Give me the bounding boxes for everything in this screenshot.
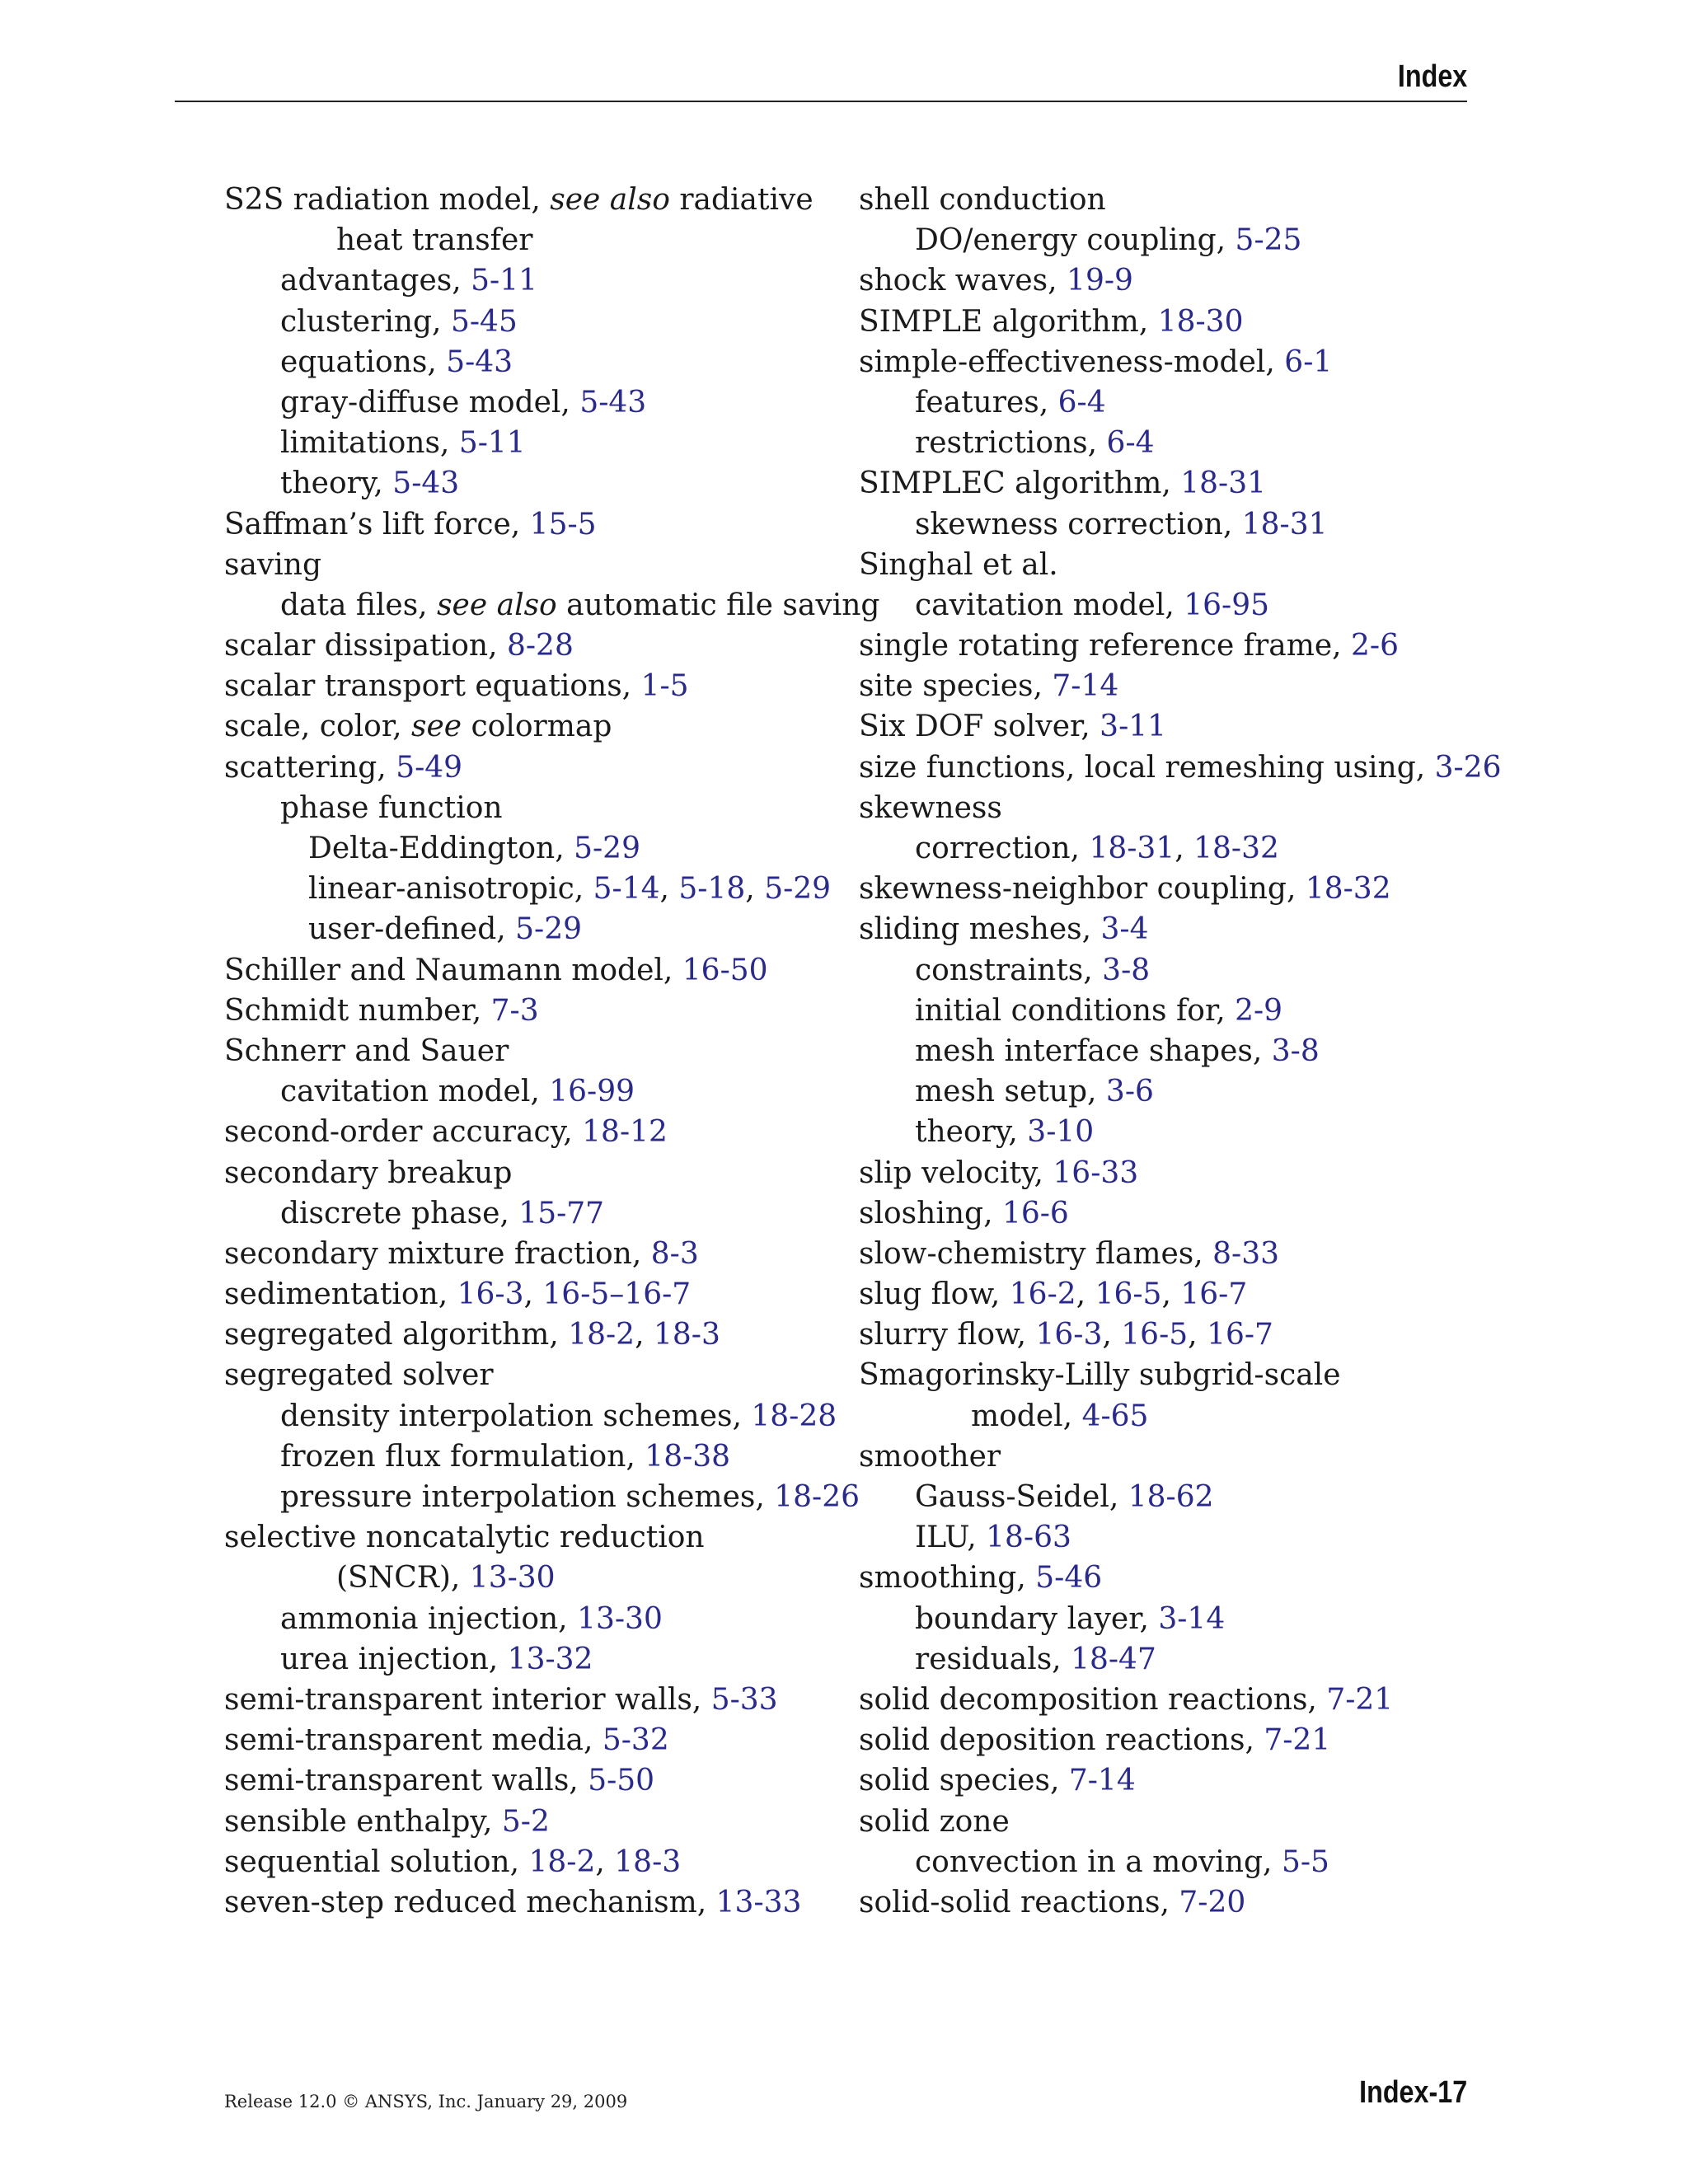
page-reference-link[interactable]: 1-5 [640,669,689,704]
entry-text: SIMPLEC algorithm, [859,466,1181,501]
entry-text: urea injection, [280,1642,508,1676]
index-entry [224,1720,851,1760]
page-reference-link[interactable]: 16-5–16-7 [542,1277,692,1312]
see-also-text: see also [437,588,557,622]
entry-text: theory, [915,1115,1028,1150]
entry-text: solid deposition reactions, [859,1723,1264,1758]
index-subentry [224,302,851,342]
entry-text: frozen flux formulation, [280,1439,645,1474]
index-subentry [224,1396,851,1436]
entry-text: Gauss-Seidel, [915,1480,1128,1514]
entry-text: sliding meshes, [859,912,1101,947]
page-reference-link[interactable]: 16-7 [1207,1318,1273,1352]
page-reference-link[interactable]: 5-25 [1235,223,1302,258]
index-entry-continuation [859,1396,1469,1436]
entry-text: correction, [915,832,1090,865]
index-entry [859,260,1469,301]
index-subentry [224,1599,851,1639]
page-reference-link[interactable]: 18-2 [528,1844,596,1879]
page-reference-link[interactable]: 7-14 [1052,669,1119,704]
page-reference-link[interactable]: 7-21 [1326,1682,1394,1717]
entry-text: , [1175,832,1194,865]
page-reference-link[interactable]: 3-4 [1100,912,1149,947]
entry-text: solid-solid reactions, [859,1885,1179,1919]
page-reference-link[interactable]: 16-5 [1095,1277,1162,1312]
page-reference-link[interactable]: 5-43 [392,466,460,501]
index-entry [859,748,1502,788]
index-entry [859,463,1469,504]
entry-text: ammonia injection, [280,1601,578,1636]
page-reference-link[interactable]: 6-4 [1106,426,1155,461]
index-entry [224,1112,851,1152]
index-entry [224,666,851,706]
entry-text: semi-transparent media, [224,1723,603,1758]
index-entry [859,1315,1469,1355]
entry-text: slurry flow, [859,1318,1036,1352]
entry-text: skewness [859,790,1002,825]
page-number: Index-17 [1358,2075,1467,2110]
index-entry [859,1436,1469,1477]
index-entry [224,1031,851,1071]
entry-text: seven-step reduced mechanism, [224,1885,716,1919]
index-entry [224,1517,851,1558]
page-reference-link[interactable]: 16-99 [549,1075,635,1109]
page-reference-link[interactable]: 8-28 [506,629,574,663]
entry-text: (SNCR), [336,1561,470,1596]
entry-text: cavitation model, [280,1075,550,1109]
index-entry [224,1802,851,1842]
entry-text: equations, [280,344,447,379]
index-subentry [224,1477,860,1517]
index-entry [224,1882,851,1923]
index-subentry [224,260,851,301]
page-reference-link[interactable]: 5-33 [710,1682,778,1717]
index-entry [224,504,851,545]
entry-text: discrete phase, [280,1196,519,1230]
index-subentry [224,828,851,869]
index-subentry [859,1599,1469,1639]
index-subentry [224,788,851,828]
index-entry [859,1680,1469,1720]
entry-text: smoothing, [859,1561,1036,1596]
entry-text: semi-transparent walls, [224,1764,588,1798]
entry-text: S2S radiation model, [224,183,551,217]
entry-text: phase function [280,790,503,825]
entry-text: DO/energy coupling, [915,223,1236,258]
entry-text: linear-anisotropic, [308,872,593,907]
index-entry [224,1842,851,1882]
page-reference-link[interactable]: 16-6 [1001,1196,1069,1230]
release-footer: Release 12.0 © ANSYS, Inc. January 29, 2009 [224,2092,628,2111]
entry-text: clustering, [280,304,451,339]
entry-text: Schmidt number, [224,993,491,1028]
entry-text: data files, [280,588,438,622]
page-reference-link[interactable]: 3-8 [1271,1033,1320,1068]
index-subentry [859,220,1469,260]
entry-text: residuals, [915,1642,1071,1676]
page-reference-link[interactable]: 16-50 [682,953,768,987]
page-reference-link[interactable]: 13-30 [577,1601,663,1636]
index-subentry [859,1112,1469,1152]
index-entry [859,1802,1469,1842]
index-subentry [859,504,1469,545]
index-entry [859,302,1469,342]
index-entry [224,1760,851,1801]
index-subentry [224,1193,851,1234]
page-reference-link[interactable]: 5-18 [678,872,746,907]
page-reference-link[interactable]: 4-65 [1081,1399,1149,1433]
entry-text: , [1076,1277,1095,1312]
entry-text: solid zone [859,1804,1010,1839]
entry-text: , [1102,1318,1122,1352]
entry-text: skewness-neighbor coupling, [859,872,1306,907]
index-subentry [859,991,1469,1031]
page-reference-link[interactable]: 5-50 [588,1764,655,1798]
entry-text: features, [915,385,1058,419]
entry-text: secondary breakup [224,1155,513,1190]
index-entry [224,180,851,220]
entry-text: simple-effectiveness-model, [859,344,1285,379]
entry-text: Delta-Eddington, [308,832,574,865]
entry-text: restrictions, [915,426,1107,461]
page-reference-link[interactable]: 2-6 [1351,629,1400,663]
index-entry [224,1315,851,1355]
entry-text: solid species, [859,1764,1069,1798]
page-reference-link[interactable]: 18-63 [986,1521,1071,1555]
entry-text: model, [971,1399,1082,1433]
page-reference-link[interactable]: 19-9 [1067,264,1133,298]
entry-text: Schnerr and Sauer [224,1033,509,1068]
entry-text: theory, [280,466,393,501]
index-subentry [859,1071,1469,1112]
index-entry [224,991,851,1031]
index-entry [859,1153,1469,1193]
index-subentry [859,828,1469,869]
entry-text: Saffman’s lift force, [224,507,530,541]
page-reference-link[interactable]: 5-29 [574,832,640,865]
index-entry [859,1234,1469,1274]
entry-text: , [1161,1277,1181,1312]
index-subentry [224,1639,851,1680]
entry-text: saving [224,547,322,582]
entry-text: Singhal et al. [859,547,1058,582]
entry-text: slug flow, [859,1277,1010,1312]
entry-text: selective noncatalytic reduction [224,1521,705,1555]
index-subentry [859,1639,1469,1680]
page-reference-link[interactable]: 5-29 [764,872,832,907]
entry-text: sedimentation, [224,1277,457,1312]
page-reference-link[interactable]: 7-3 [490,993,539,1028]
page-reference-link[interactable]: 3-10 [1027,1115,1095,1150]
page-reference-link[interactable]: 18-30 [1157,304,1244,339]
page-reference-link[interactable]: 5-29 [515,912,583,947]
entry-text: colormap [462,710,612,744]
entry-text: shell conduction [859,183,1106,217]
page-reference-link[interactable]: 3-6 [1105,1075,1154,1109]
page-reference-link[interactable]: 16-3 [1035,1318,1103,1352]
see-also-text: see also [550,183,670,217]
index-entry [859,666,1469,706]
index-subentry [859,950,1469,991]
index-entry-continuation [224,1558,851,1598]
index-entry [859,1720,1469,1760]
entry-text: initial conditions for, [915,993,1236,1028]
entry-text: radiative [669,183,814,217]
page-reference-link[interactable]: 8-3 [650,1236,699,1271]
see-also-text: see [410,710,462,744]
page-reference-link[interactable]: 16-3 [457,1277,524,1312]
page-reference-link[interactable]: 18-62 [1128,1480,1214,1514]
page-reference-link[interactable]: 5-2 [501,1804,550,1839]
index-entry [224,1153,851,1193]
page-reference-link[interactable]: 18-31 [1089,832,1175,865]
entry-text: semi-transparent interior walls, [224,1682,711,1717]
index-entry [859,869,1469,909]
page-reference-link[interactable]: 7-14 [1068,1764,1136,1798]
entry-text: scale, color, [224,710,411,744]
index-entry [859,1558,1469,1598]
page-reference-link[interactable]: 6-4 [1057,385,1106,419]
index-subentry [224,1436,851,1477]
page-reference-link[interactable]: 18-31 [1241,507,1328,541]
index-subentry [224,463,851,504]
entry-text: heat transfer [336,223,533,258]
page-reference-link[interactable]: 2-9 [1235,993,1283,1028]
page-reference-link[interactable]: 13-32 [507,1642,593,1676]
entry-text: sloshing, [859,1196,1002,1230]
entry-text: slip velocity, [859,1155,1053,1190]
entry-text: density interpolation schemes, [280,1399,752,1433]
index-entry [859,1193,1469,1234]
entry-text: Schiller and Naumann model, [224,953,682,987]
entry-text: scalar dissipation, [224,629,507,663]
entry-text: mesh interface shapes, [915,1033,1272,1068]
page-reference-link[interactable]: 16-2 [1009,1277,1076,1312]
page-reference-link[interactable]: 18-32 [1305,872,1391,907]
index-entry-continuation [224,220,851,260]
entry-text: , [659,872,679,907]
index-entry [859,180,1469,220]
index-subentry [224,909,851,949]
index-column-left [224,180,880,1923]
index-subentry [859,1842,1469,1882]
entry-text: SIMPLE algorithm, [859,304,1158,339]
page-reference-link[interactable]: 18-32 [1193,832,1279,865]
index-entry [859,342,1469,382]
entry-text: pressure interpolation schemes, [280,1480,775,1514]
header-rule [175,101,1467,102]
index-entry [224,1680,851,1720]
page-reference-link[interactable]: 15-5 [529,507,597,541]
entry-text: sensible enthalpy, [224,1804,502,1839]
index-subentry [859,1031,1469,1071]
entry-text: advantages, [280,264,471,298]
page-reference-link[interactable]: 5-45 [450,304,518,339]
page-reference-link[interactable]: 18-12 [582,1115,668,1150]
index-entry [224,748,851,788]
index-subentry [224,342,851,382]
index-entry [859,1274,1469,1315]
entry-text: , [635,1318,654,1352]
index-entry [859,1355,1469,1395]
index-subentry [859,1517,1469,1558]
entry-text: segregated solver [224,1358,494,1393]
page-reference-link[interactable]: 5-46 [1035,1561,1103,1596]
index-entry [859,545,1469,585]
index-entry [224,626,851,666]
entry-text: secondary mixture fraction, [224,1236,651,1271]
page-reference-link[interactable]: 6-1 [1284,344,1333,379]
page-reference-link[interactable]: 18-3 [653,1318,720,1352]
entry-text: Smagorinsky-Lilly subgrid-scale [859,1358,1341,1393]
entry-text: , [523,1277,543,1312]
entry-text: segregated algorithm, [224,1318,569,1352]
index-column-right [859,180,1502,1923]
entry-text: automatic file saving [556,588,880,622]
entry-text: convection in a moving, [915,1844,1282,1879]
page-reference-link[interactable]: 5-49 [396,750,463,785]
page-reference-link[interactable]: 3-26 [1434,750,1502,785]
page-reference-link[interactable]: 3-11 [1100,710,1167,744]
entry-text: single rotating reference frame, [859,629,1352,663]
page-reference-link[interactable]: 18-26 [774,1480,860,1514]
index-subentry [224,423,851,463]
page-reference-link[interactable]: 5-32 [602,1723,669,1758]
index-subentry [224,585,880,626]
index-entry [224,706,851,747]
entry-text: mesh setup, [915,1075,1106,1109]
index-entry [859,626,1469,666]
running-header-title: Index [1397,59,1467,94]
entry-text: gray-diffuse model, [280,385,580,419]
index-subentry [859,585,1469,626]
page-reference-link[interactable]: 18-2 [568,1318,635,1352]
entry-text: , [595,1844,615,1879]
page-reference-link[interactable]: 18-28 [751,1399,837,1433]
entry-text: limitations, [280,426,459,461]
index-entry [859,788,1469,828]
page-reference-link[interactable]: 3-8 [1102,953,1151,987]
entry-text: slow-chemistry flames, [859,1236,1213,1271]
page-reference-link[interactable]: 5-5 [1281,1844,1329,1879]
index-subentry [224,382,851,423]
entry-text: sequential solution, [224,1844,529,1879]
index-entry [859,706,1469,747]
index-entry [224,1274,851,1315]
page-reference-link[interactable]: 16-33 [1053,1155,1139,1190]
page-reference-link[interactable]: 5-43 [579,385,647,419]
page-reference-link[interactable]: 18-3 [614,1844,682,1879]
index-entry [224,950,851,991]
page-reference-link[interactable]: 13-30 [469,1561,556,1596]
entry-text: constraints, [915,953,1103,987]
entry-text: second-order accuracy, [224,1115,583,1150]
page-reference-link[interactable]: 8-33 [1212,1236,1280,1271]
page-reference-link[interactable]: 13-33 [715,1885,802,1919]
page-reference-link[interactable]: 16-95 [1184,588,1270,622]
entry-text: boundary layer, [915,1601,1159,1636]
index-entry [859,1760,1469,1801]
index-subentry [859,423,1469,463]
index-entry [224,545,851,585]
entry-text: shock waves, [859,264,1067,298]
page-reference-link[interactable]: 5-43 [446,344,513,379]
index-subentry [859,382,1469,423]
entry-text: size functions, local remeshing using, [859,750,1435,785]
index-entry [859,1882,1469,1923]
page-reference-link[interactable]: 3-14 [1158,1601,1226,1636]
entry-text: user-defined, [308,912,516,947]
entry-text: skewness correction, [915,507,1242,541]
index-entry [859,909,1469,949]
entry-text: scattering, [224,750,396,785]
page-reference-link[interactable]: 5-11 [471,264,538,298]
page-reference-link[interactable]: 18-47 [1071,1642,1156,1676]
entry-text: smoother [859,1439,1001,1474]
page-reference-link[interactable]: 16-5 [1121,1318,1189,1352]
page-reference-link[interactable]: 5-14 [593,872,660,907]
entry-text: Six DOF solver, [859,710,1100,744]
page-reference-link[interactable]: 18-31 [1180,466,1267,501]
page-reference-link[interactable]: 16-7 [1180,1277,1248,1312]
entry-text: scalar transport equations, [224,669,641,704]
entry-text: , [1188,1318,1207,1352]
index-entry [224,1355,851,1395]
index-subentry [224,869,851,909]
entry-text: ILU, [915,1521,987,1555]
index-subentry [859,1477,1469,1517]
page-reference-link[interactable]: 7-20 [1179,1885,1246,1919]
entry-text: , [745,872,765,907]
page-reference-link[interactable]: 18-38 [645,1439,731,1474]
index-entry [224,1234,851,1274]
page-reference-link[interactable]: 15-77 [518,1196,605,1230]
page-reference-link[interactable]: 5-11 [458,426,526,461]
entry-text: solid decomposition reactions, [859,1682,1327,1717]
entry-text: site species, [859,669,1053,704]
page-reference-link[interactable]: 7-21 [1264,1723,1331,1758]
index-subentry [224,1071,851,1112]
entry-text: cavitation model, [915,588,1184,622]
